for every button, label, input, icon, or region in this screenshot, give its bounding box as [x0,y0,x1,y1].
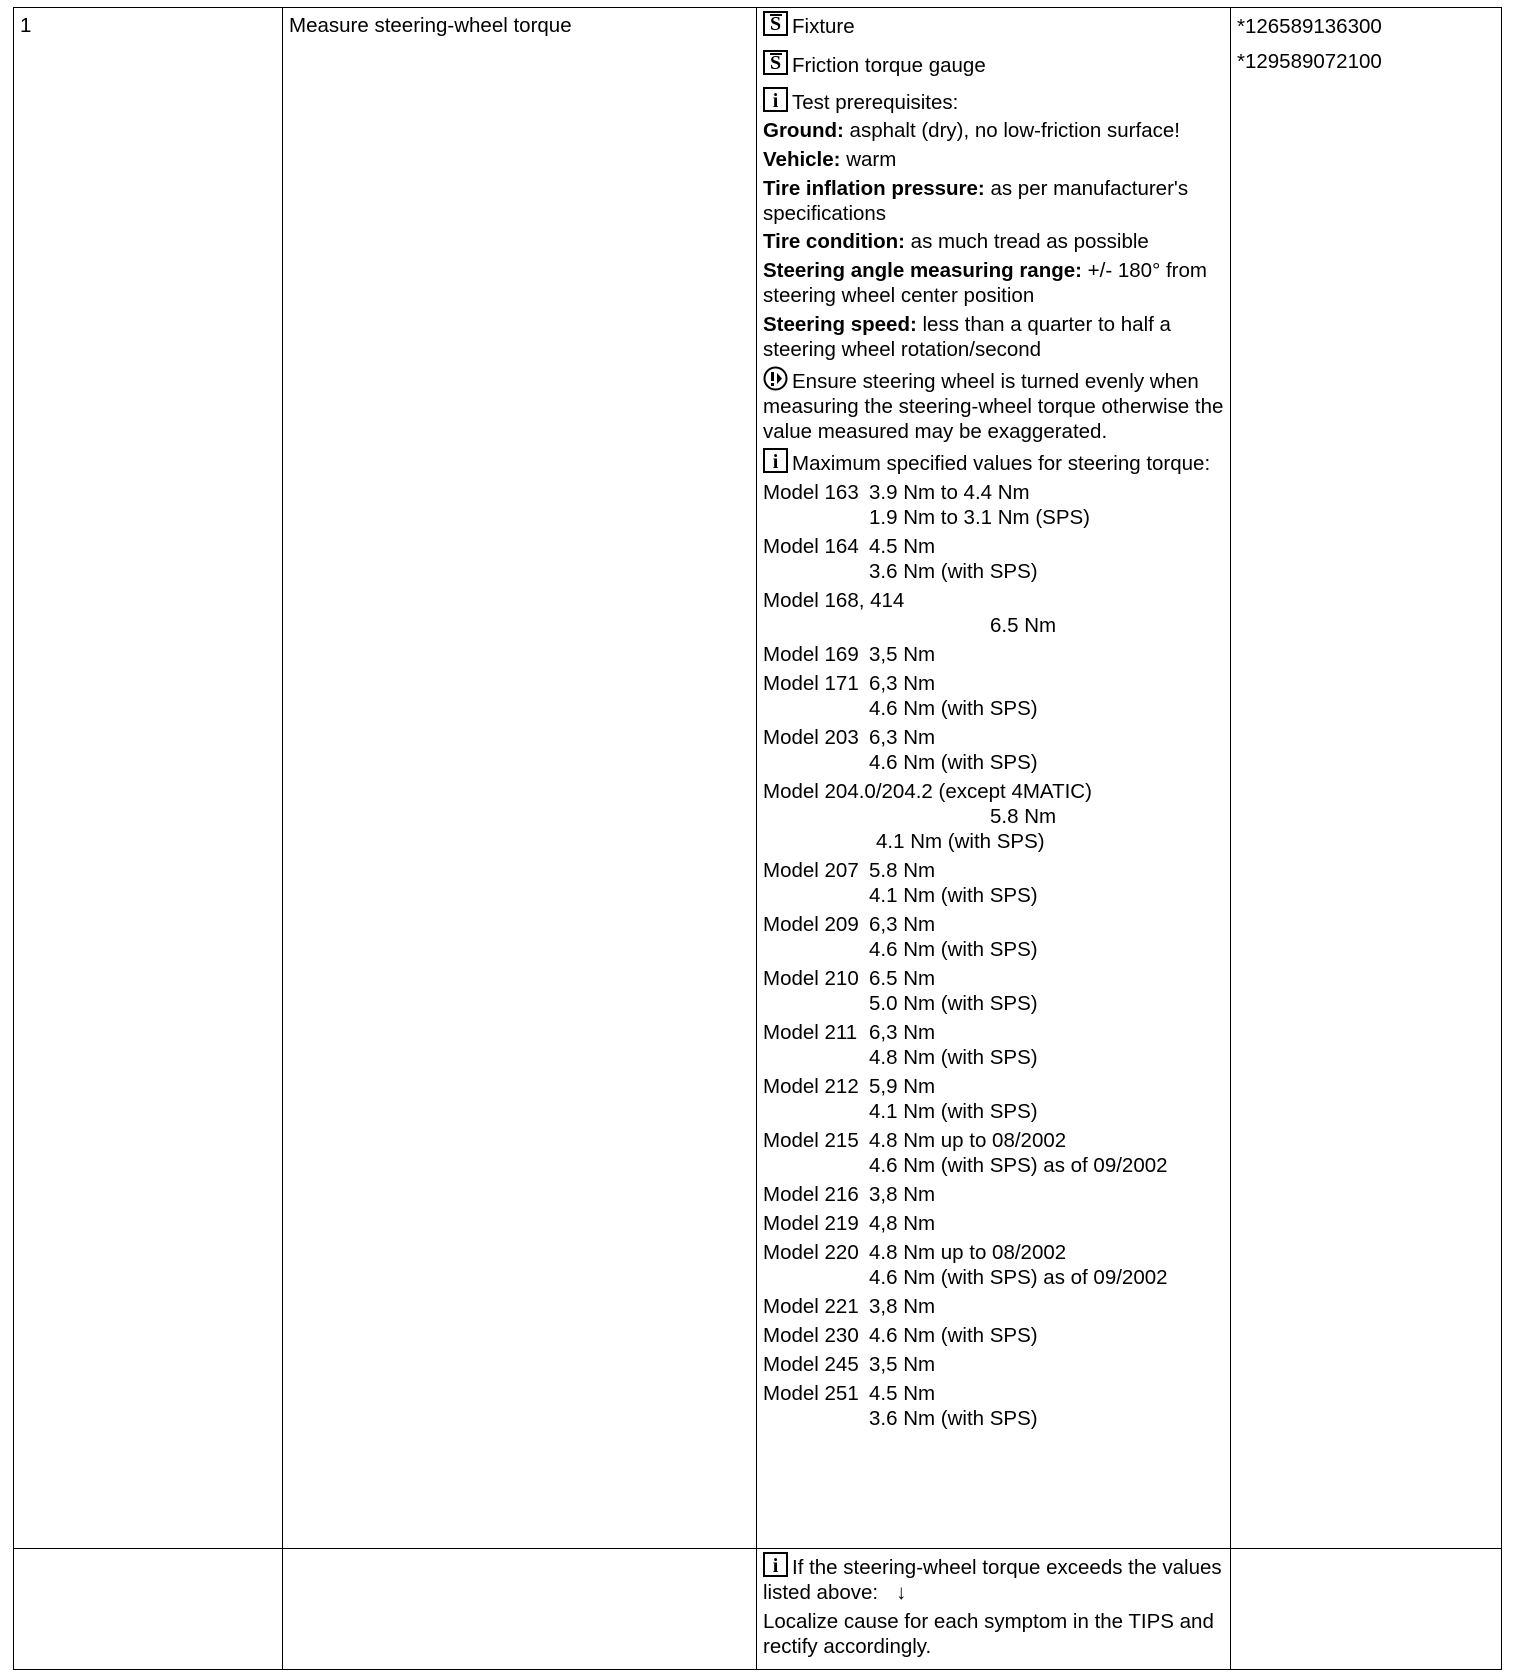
tool-item [763,50,1228,78]
spec-model: Model 230 [763,1324,859,1347]
spec-entry [763,1294,1228,1319]
spec-value: 4.6 Nm (with SPS) [869,697,1038,720]
spec-model: Model 219 [763,1212,859,1235]
spec-model: Model 209 [763,913,859,936]
prereq-value: as much tread as possible [904,230,1149,253]
spec-value: 4.1 Nm (with SPS) [869,884,1038,907]
prereq-key: Steering speed: [763,313,917,336]
table-row [14,1549,1502,1670]
prereq-key: Steering angle measuring range: [763,259,1082,282]
details-cell [757,1549,1231,1670]
part-number-cell [1231,8,1502,1549]
spec-entry [763,1381,1228,1431]
spec-value: 3.9 Nm to 4.4 Nm [869,481,1030,504]
tool-label: Friction torque gauge [792,54,986,77]
prereq-value: less than a quarter to half a steering wheel rotation/second [763,313,1171,361]
info-icon [763,87,788,112]
arrow-down-icon: ↓ [896,1581,907,1604]
spec-entry [763,858,1228,908]
spec-entry [763,1128,1228,1178]
spec-entry [763,966,1228,1016]
details-cell [757,8,1231,1549]
spec-model: Model 251 [763,1382,859,1405]
prereq-item [763,118,1228,143]
spec-model: Model 212 [763,1075,859,1098]
part-number: *129589072100 [1237,50,1382,73]
spec-entry [763,1352,1228,1377]
part-number: *126589136300 [1237,15,1382,38]
spec-value: 5.0 Nm (with SPS) [869,992,1038,1015]
part-number-cell [1231,1549,1502,1670]
max-values-title: Maximum specified values for steering torque: [792,452,1211,475]
spec-value: 4.6 Nm (with SPS) as of 09/2002 [869,1154,1168,1177]
part-numbers [1231,8,1501,75]
note-block [763,366,1228,444]
note-text: Ensure steering wheel is turned evenly when measuring the steering-wheel torque otherwise the value measured may be exaggerated. [763,370,1224,443]
prereq-item [763,258,1228,308]
spec-value: 4.6 Nm (with SPS) [869,938,1038,961]
prereq-title: Test prerequisites: [792,91,959,114]
spec-model: Model 211 [763,1021,858,1044]
spec-entry [763,1240,1228,1290]
spec-value: 5.8 Nm [869,859,936,882]
spec-value: 4.6 Nm (with SPS) as of 09/2002 [869,1266,1168,1289]
spec-entry [763,725,1228,775]
operation-text: Measure steering-wheel torque [289,14,572,37]
spec-value: 3,5 Nm [869,1353,936,1376]
svg-text:S: S [769,52,782,74]
max-values-heading [763,448,1228,476]
spec-model: Model 204.0/204.2 (except 4MATIC) [763,780,1092,803]
step-number: 1 [20,14,32,37]
spec-value: 4.6 Nm (with SPS) [869,751,1038,774]
svg-text:i: i [772,90,779,112]
spec-value: 4.1 Nm (with SPS) [876,830,1045,853]
special-tool-icon [763,50,788,75]
spec-entry [763,1020,1228,1070]
step-cell [14,1549,283,1670]
spec-model: Model 164 [763,535,859,558]
prereq-value: as per manufacturer's specifications [763,177,1189,225]
spec-value: 4.8 Nm up to 08/2002 [869,1241,1067,1264]
prereq-key: Vehicle: [763,148,841,171]
spec-value: 4.6 Nm (with SPS) [869,1324,1038,1347]
spec-value: 6.5 Nm [869,967,936,990]
spec-value: 4.1 Nm (with SPS) [869,1100,1038,1123]
prereq-value: +/- 180° from steering wheel center position [763,259,1207,307]
spec-value: 6.5 Nm [990,614,1057,637]
details-content [757,8,1230,1431]
spec-value: 3,5 Nm [869,643,936,666]
prereq-key: Tire condition: [763,230,905,253]
spec-entry [763,1182,1228,1207]
spec-entry [763,642,1228,667]
spec-value: 3,8 Nm [869,1183,936,1206]
svg-text:S: S [769,13,782,35]
spec-model: Model 168, 414 [763,589,905,612]
spec-value: 4,8 Nm [869,1212,936,1235]
spec-entry [763,1074,1228,1124]
spec-entry [763,1323,1228,1348]
warning-icon [763,366,788,391]
spec-entry [763,480,1228,530]
spec-model: Model 207 [763,859,859,882]
spec-entry [763,1211,1228,1236]
spec-value: 5.8 Nm [990,805,1057,828]
prereq-value: asphalt (dry), no low-friction surface! [849,119,1180,142]
spec-model: Model 163 [763,481,859,504]
prereq-heading [763,87,1228,115]
spec-value: 4.5 Nm [869,535,936,558]
prereq-item [763,312,1228,362]
spec-model: Model 171 [763,672,859,695]
spec-model: Model 221 [763,1295,859,1318]
details-content [757,1549,1230,1659]
action-text: Localize cause for each symptom in the TIPS and rectify accordingly. [763,1610,1214,1658]
prereq-key: Ground: [763,119,844,142]
spec-entry [763,534,1228,584]
spec-value: 3.6 Nm (with SPS) [869,1407,1038,1430]
spec-value: 3,8 Nm [869,1295,936,1318]
operation-cell [283,1549,757,1670]
spec-model: Model 216 [763,1183,859,1206]
spec-value: 6,3 Nm [869,913,936,936]
svg-text:i: i [772,1555,779,1577]
spec-value: 1.9 Nm to 3.1 Nm (SPS) [869,506,1091,529]
spec-value: 6,3 Nm [869,672,936,695]
prereq-item [763,229,1228,254]
spec-entry [763,779,1228,854]
info-icon [763,448,788,473]
spec-entry [763,588,1228,638]
spec-model: Model 220 [763,1241,859,1264]
condition-block [763,1552,1228,1605]
spec-value: 5,9 Nm [869,1075,936,1098]
spec-model: Model 169 [763,643,859,666]
spec-value: 4.8 Nm up to 08/2002 [869,1129,1067,1152]
info-icon [763,1552,788,1577]
prereq-key: Tire inflation pressure: [763,177,985,200]
spec-model: Model 210 [763,967,859,990]
spec-list [763,480,1228,1431]
tool-label: Fixture [792,15,855,38]
spec-model: Model 203 [763,726,859,749]
spec-entry [763,671,1228,721]
spec-value: 4.5 Nm [869,1382,936,1405]
spec-model: Model 245 [763,1353,859,1376]
prereq-value: warm [846,148,897,171]
spec-value: 4.8 Nm (with SPS) [869,1046,1038,1069]
spec-entry [763,912,1228,962]
spec-value: 6,3 Nm [869,726,936,749]
spec-value: 6,3 Nm [869,1021,936,1044]
spec-model: Model 215 [763,1129,859,1152]
table-row [14,8,1502,1549]
step-cell [14,8,283,1549]
procedure-table [13,7,1502,1670]
svg-text:i: i [772,451,779,473]
operation-cell [283,8,757,1549]
tool-item [763,11,1228,39]
condition-text: If the steering-wheel torque exceeds the values listed above: [763,1556,1222,1604]
special-tool-icon [763,11,788,36]
prereq-item [763,176,1228,226]
spec-value: 3.6 Nm (with SPS) [869,560,1038,583]
prereq-item [763,147,1228,172]
